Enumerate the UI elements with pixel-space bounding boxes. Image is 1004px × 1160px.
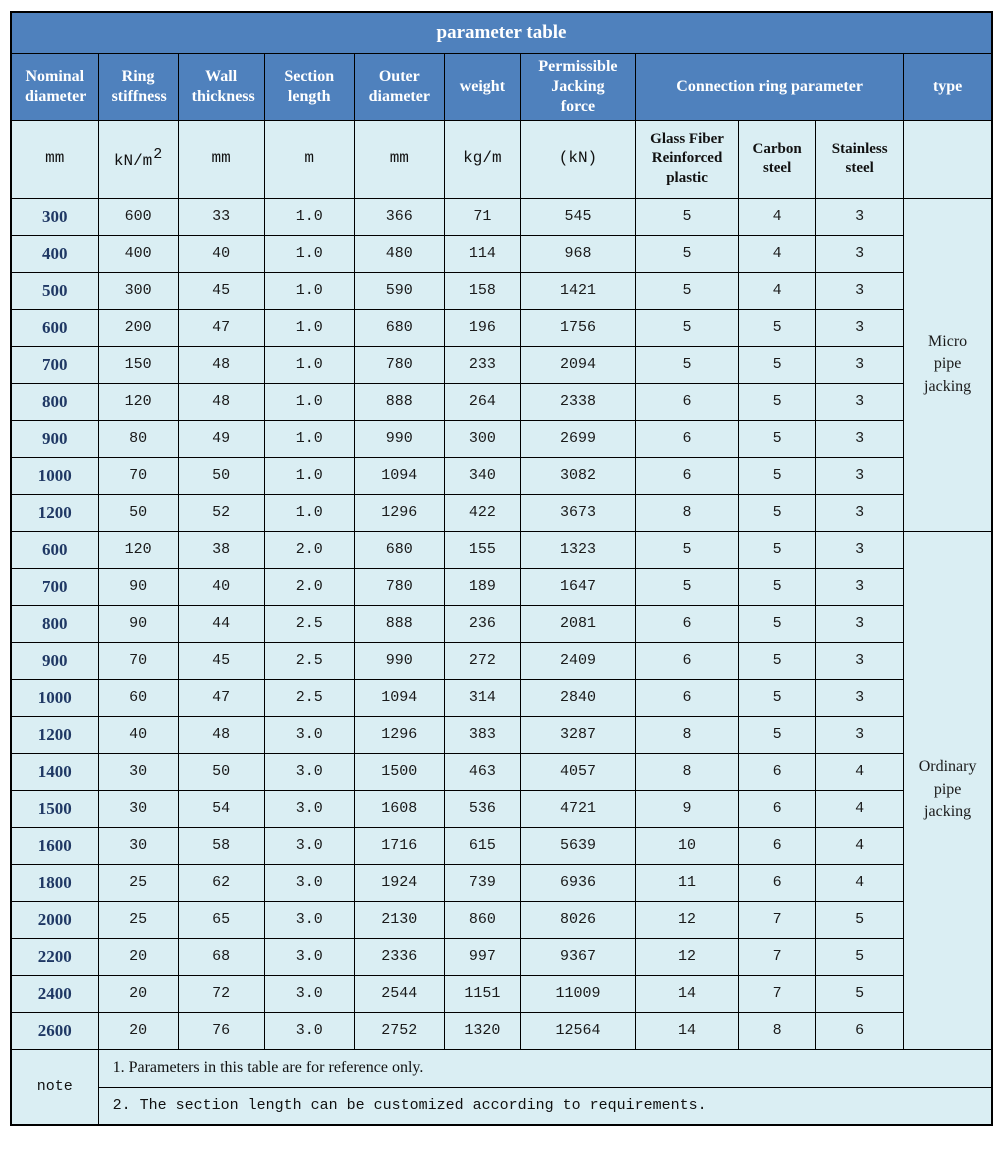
cell-value: 20 (98, 1012, 178, 1049)
unit-jacking: (kN) (520, 120, 635, 198)
cell-value: 1296 (354, 494, 444, 531)
cell-value: 2081 (520, 605, 635, 642)
cell-value: 60 (98, 679, 178, 716)
cell-nominal-diameter: 2200 (11, 938, 98, 975)
cell-value: 3.0 (264, 975, 354, 1012)
cell-value: 5 (816, 938, 904, 975)
cell-value: 62 (178, 864, 264, 901)
cell-nominal-diameter: 800 (11, 605, 98, 642)
cell-value: 300 (444, 420, 520, 457)
cell-value: 9 (636, 790, 739, 827)
cell-value: 3082 (520, 457, 635, 494)
table-row (11, 568, 992, 605)
material-header-carbon-steel: Carbon steel (739, 120, 816, 198)
col-header-connection-ring: Connection ring parameter (636, 53, 904, 120)
cell-value: 196 (444, 309, 520, 346)
cell-value: 47 (178, 679, 264, 716)
cell-value: 5 (739, 420, 816, 457)
table-title: parameter table (11, 12, 992, 53)
cell-value: 40 (98, 716, 178, 753)
cell-value: 1608 (354, 790, 444, 827)
parameter-table-container (10, 11, 993, 1126)
cell-value: 3.0 (264, 1012, 354, 1049)
cell-value: 680 (354, 309, 444, 346)
cell-nominal-diameter: 2000 (11, 901, 98, 938)
cell-value: 422 (444, 494, 520, 531)
cell-value: 1320 (444, 1012, 520, 1049)
cell-value: 33 (178, 198, 264, 235)
cell-value: 5 (739, 309, 816, 346)
cell-value: 200 (98, 309, 178, 346)
cell-value: 45 (178, 642, 264, 679)
cell-value: 30 (98, 753, 178, 790)
cell-value: 47 (178, 309, 264, 346)
cell-value: 2.5 (264, 605, 354, 642)
cell-value: 11009 (520, 975, 635, 1012)
cell-nominal-diameter: 600 (11, 309, 98, 346)
cell-value: 3673 (520, 494, 635, 531)
cell-value: 400 (98, 235, 178, 272)
cell-value: 1.0 (264, 457, 354, 494)
cell-value: 590 (354, 272, 444, 309)
cell-value: 25 (98, 901, 178, 938)
cell-value: 3 (816, 346, 904, 383)
cell-value: 48 (178, 383, 264, 420)
cell-value: 1647 (520, 568, 635, 605)
cell-value: 68 (178, 938, 264, 975)
cell-value: 2338 (520, 383, 635, 420)
table-row (11, 309, 992, 346)
cell-value: 2.5 (264, 642, 354, 679)
cell-value: 5 (739, 716, 816, 753)
cell-value: 480 (354, 235, 444, 272)
cell-value: 1.0 (264, 198, 354, 235)
cell-value: 8026 (520, 901, 635, 938)
cell-value: 10 (636, 827, 739, 864)
cell-value: 5 (636, 531, 739, 568)
material-header-glass-fiber: Glass Fiber Reinforced plastic (636, 120, 739, 198)
cell-value: 888 (354, 383, 444, 420)
table-row (11, 901, 992, 938)
cell-value: 4 (816, 753, 904, 790)
cell-value: 7 (739, 975, 816, 1012)
cell-value: 1924 (354, 864, 444, 901)
cell-value: 1323 (520, 531, 635, 568)
cell-value: 30 (98, 827, 178, 864)
cell-value: 1151 (444, 975, 520, 1012)
cell-value: 2336 (354, 938, 444, 975)
cell-nominal-diameter: 500 (11, 272, 98, 309)
units-row (11, 120, 992, 198)
cell-value: 236 (444, 605, 520, 642)
cell-value: 6 (739, 753, 816, 790)
cell-value: 20 (98, 975, 178, 1012)
cell-value: 120 (98, 383, 178, 420)
cell-value: 5 (739, 346, 816, 383)
cell-nominal-diameter: 1500 (11, 790, 98, 827)
cell-value: 3 (816, 198, 904, 235)
col-header-type: type (904, 53, 992, 120)
unit-outer: mm (354, 120, 444, 198)
cell-value: 1500 (354, 753, 444, 790)
table-body (11, 198, 992, 1049)
cell-value: 3 (816, 235, 904, 272)
cell-value: 5 (636, 235, 739, 272)
cell-value: 76 (178, 1012, 264, 1049)
cell-value: 7 (739, 938, 816, 975)
cell-value: 6 (636, 383, 739, 420)
cell-value: 49 (178, 420, 264, 457)
table-row (11, 938, 992, 975)
cell-value: 3.0 (264, 716, 354, 753)
cell-value: 5639 (520, 827, 635, 864)
table-row (11, 753, 992, 790)
cell-value: 48 (178, 716, 264, 753)
cell-value: 14 (636, 1012, 739, 1049)
cell-value: 45 (178, 272, 264, 309)
table-row (11, 642, 992, 679)
table-row (11, 272, 992, 309)
cell-value: 5 (739, 383, 816, 420)
cell-value: 383 (444, 716, 520, 753)
table-row (11, 531, 992, 568)
cell-value: 52 (178, 494, 264, 531)
cell-value: 1296 (354, 716, 444, 753)
cell-value: 6936 (520, 864, 635, 901)
cell-value: 536 (444, 790, 520, 827)
col-header-wall-thickness: Wall thickness (178, 53, 264, 120)
cell-nominal-diameter: 1200 (11, 716, 98, 753)
table-row (11, 790, 992, 827)
cell-value: 155 (444, 531, 520, 568)
cell-value: 3.0 (264, 753, 354, 790)
cell-nominal-diameter: 300 (11, 198, 98, 235)
cell-nominal-diameter: 700 (11, 568, 98, 605)
cell-value: 5 (636, 198, 739, 235)
table-row (11, 679, 992, 716)
cell-value: 300 (98, 272, 178, 309)
table-row (11, 383, 992, 420)
cell-value: 58 (178, 827, 264, 864)
cell-value: 5 (739, 531, 816, 568)
cell-value: 40 (178, 235, 264, 272)
cell-value: 6 (636, 457, 739, 494)
unit-ring-base: kN/m (113, 152, 153, 171)
cell-value: 6 (739, 790, 816, 827)
unit-weight: kg/m (444, 120, 520, 198)
cell-value: 3.0 (264, 901, 354, 938)
unit-ring-exponent: 2 (153, 146, 163, 164)
cell-value: 5 (739, 642, 816, 679)
cell-value: 314 (444, 679, 520, 716)
note-line-1: 1. Parameters in this table are for reference only. (98, 1049, 992, 1087)
cell-value: 1.0 (264, 494, 354, 531)
cell-value: 158 (444, 272, 520, 309)
cell-value: 4 (816, 864, 904, 901)
cell-value: 3 (816, 605, 904, 642)
cell-value: 8 (636, 753, 739, 790)
cell-value: 1094 (354, 679, 444, 716)
table-row (11, 457, 992, 494)
note-line-2: 2. The section length can be customized according to requirements. (98, 1087, 992, 1125)
cell-nominal-diameter: 2400 (11, 975, 98, 1012)
cell-nominal-diameter: 1000 (11, 679, 98, 716)
cell-value: 70 (98, 457, 178, 494)
cell-value: 340 (444, 457, 520, 494)
cell-value: 71 (444, 198, 520, 235)
type-cell-micro-pipe-jacking: Micro pipe jacking (904, 198, 992, 531)
cell-value: 5 (636, 346, 739, 383)
cell-value: 90 (98, 568, 178, 605)
cell-value: 120 (98, 531, 178, 568)
material-header-stainless-steel: Stainless steel (816, 120, 904, 198)
cell-value: 3 (816, 642, 904, 679)
cell-value: 6 (739, 827, 816, 864)
cell-nominal-diameter: 600 (11, 531, 98, 568)
cell-value: 6 (636, 679, 739, 716)
cell-value: 5 (636, 309, 739, 346)
cell-value: 5 (636, 272, 739, 309)
unit-ring-stiffness (98, 120, 178, 198)
cell-value: 860 (444, 901, 520, 938)
cell-nominal-diameter: 1800 (11, 864, 98, 901)
cell-value: 2840 (520, 679, 635, 716)
cell-value: 50 (98, 494, 178, 531)
cell-value: 997 (444, 938, 520, 975)
cell-nominal-diameter: 900 (11, 642, 98, 679)
table-row (11, 864, 992, 901)
parameter-table (10, 11, 993, 1126)
cell-value: 3 (816, 420, 904, 457)
cell-value: 1.0 (264, 383, 354, 420)
cell-value: 6 (636, 642, 739, 679)
cell-value: 233 (444, 346, 520, 383)
cell-value: 264 (444, 383, 520, 420)
cell-value: 54 (178, 790, 264, 827)
table-row (11, 346, 992, 383)
cell-value: 12 (636, 901, 739, 938)
cell-value: 5 (739, 679, 816, 716)
cell-value: 780 (354, 346, 444, 383)
cell-value: 5 (739, 568, 816, 605)
col-header-outer-diameter: Outer diameter (354, 53, 444, 120)
cell-value: 1756 (520, 309, 635, 346)
cell-value: 1.0 (264, 309, 354, 346)
cell-value: 4 (739, 235, 816, 272)
cell-value: 4 (816, 790, 904, 827)
cell-value: 5 (739, 457, 816, 494)
cell-value: 6 (816, 1012, 904, 1049)
cell-value: 4057 (520, 753, 635, 790)
table-row (11, 235, 992, 272)
cell-value: 3 (816, 531, 904, 568)
cell-value: 4 (816, 827, 904, 864)
table-row (11, 420, 992, 457)
table-row (11, 494, 992, 531)
cell-value: 189 (444, 568, 520, 605)
cell-value: 44 (178, 605, 264, 642)
cell-value: 463 (444, 753, 520, 790)
cell-value: 1716 (354, 827, 444, 864)
table-row (11, 198, 992, 235)
cell-value: 2544 (354, 975, 444, 1012)
cell-value: 5 (816, 901, 904, 938)
cell-value: 990 (354, 420, 444, 457)
cell-value: 5 (739, 605, 816, 642)
col-header-ring-stiffness: Ring stiffness (98, 53, 178, 120)
cell-value: 3 (816, 383, 904, 420)
unit-wall: mm (178, 120, 264, 198)
cell-value: 8 (739, 1012, 816, 1049)
cell-value: 80 (98, 420, 178, 457)
cell-value: 6 (636, 605, 739, 642)
cell-value: 38 (178, 531, 264, 568)
cell-value: 3 (816, 272, 904, 309)
cell-value: 1.0 (264, 272, 354, 309)
cell-value: 2409 (520, 642, 635, 679)
cell-nominal-diameter: 1400 (11, 753, 98, 790)
col-header-weight: weight (444, 53, 520, 120)
cell-value: 366 (354, 198, 444, 235)
cell-value: 739 (444, 864, 520, 901)
cell-value: 5 (739, 494, 816, 531)
unit-section: m (264, 120, 354, 198)
cell-value: 2752 (354, 1012, 444, 1049)
cell-value: 5 (636, 568, 739, 605)
cell-value: 3 (816, 309, 904, 346)
table-row (11, 605, 992, 642)
cell-nominal-diameter: 2600 (11, 1012, 98, 1049)
cell-value: 5 (816, 975, 904, 1012)
cell-value: 2.5 (264, 679, 354, 716)
cell-value: 7 (739, 901, 816, 938)
cell-value: 3.0 (264, 790, 354, 827)
cell-value: 545 (520, 198, 635, 235)
cell-value: 272 (444, 642, 520, 679)
cell-value: 4721 (520, 790, 635, 827)
cell-value: 3 (816, 494, 904, 531)
table-row (11, 1012, 992, 1049)
cell-value: 8 (636, 716, 739, 753)
cell-value: 12 (636, 938, 739, 975)
cell-value: 968 (520, 235, 635, 272)
table-row (11, 716, 992, 753)
cell-value: 70 (98, 642, 178, 679)
cell-value: 3.0 (264, 938, 354, 975)
col-header-section-length: Section length (264, 53, 354, 120)
cell-value: 2.0 (264, 568, 354, 605)
note-label: note (11, 1049, 98, 1125)
cell-value: 1094 (354, 457, 444, 494)
cell-value: 50 (178, 457, 264, 494)
cell-value: 1.0 (264, 235, 354, 272)
cell-value: 1.0 (264, 346, 354, 383)
cell-value: 888 (354, 605, 444, 642)
cell-nominal-diameter: 1200 (11, 494, 98, 531)
col-header-jacking-force: Permissible Jacking force (520, 53, 635, 120)
header-row (11, 53, 992, 120)
cell-value: 780 (354, 568, 444, 605)
cell-value: 1421 (520, 272, 635, 309)
cell-value: 615 (444, 827, 520, 864)
unit-type-empty (904, 120, 992, 198)
cell-value: 3 (816, 457, 904, 494)
col-header-nominal-diameter: Nominal diameter (11, 53, 98, 120)
cell-value: 990 (354, 642, 444, 679)
cell-value: 680 (354, 531, 444, 568)
cell-value: 9367 (520, 938, 635, 975)
cell-value: 600 (98, 198, 178, 235)
cell-value: 6 (739, 864, 816, 901)
cell-value: 2094 (520, 346, 635, 383)
cell-value: 25 (98, 864, 178, 901)
cell-nominal-diameter: 900 (11, 420, 98, 457)
cell-value: 11 (636, 864, 739, 901)
cell-value: 30 (98, 790, 178, 827)
cell-value: 90 (98, 605, 178, 642)
cell-value: 48 (178, 346, 264, 383)
cell-value: 2130 (354, 901, 444, 938)
cell-value: 3287 (520, 716, 635, 753)
note-row-2 (11, 1087, 992, 1125)
cell-value: 72 (178, 975, 264, 1012)
cell-value: 1.0 (264, 420, 354, 457)
unit-nominal: mm (11, 120, 98, 198)
cell-value: 8 (636, 494, 739, 531)
cell-value: 20 (98, 938, 178, 975)
cell-nominal-diameter: 1600 (11, 827, 98, 864)
cell-value: 40 (178, 568, 264, 605)
cell-value: 2699 (520, 420, 635, 457)
cell-value: 6 (636, 420, 739, 457)
cell-value: 14 (636, 975, 739, 1012)
cell-value: 65 (178, 901, 264, 938)
cell-value: 114 (444, 235, 520, 272)
cell-nominal-diameter: 400 (11, 235, 98, 272)
cell-value: 3 (816, 568, 904, 605)
cell-value: 12564 (520, 1012, 635, 1049)
title-row (11, 12, 992, 53)
cell-value: 2.0 (264, 531, 354, 568)
cell-value: 3 (816, 679, 904, 716)
cell-value: 3.0 (264, 827, 354, 864)
cell-value: 3 (816, 716, 904, 753)
cell-nominal-diameter: 800 (11, 383, 98, 420)
cell-value: 3.0 (264, 864, 354, 901)
cell-value: 4 (739, 198, 816, 235)
table-row (11, 827, 992, 864)
type-cell-ordinary-pipe-jacking: Ordinary pipe jacking (904, 531, 992, 1049)
cell-value: 150 (98, 346, 178, 383)
table-row (11, 975, 992, 1012)
cell-nominal-diameter: 700 (11, 346, 98, 383)
cell-value: 4 (739, 272, 816, 309)
cell-value: 50 (178, 753, 264, 790)
note-row-1 (11, 1049, 992, 1087)
cell-nominal-diameter: 1000 (11, 457, 98, 494)
